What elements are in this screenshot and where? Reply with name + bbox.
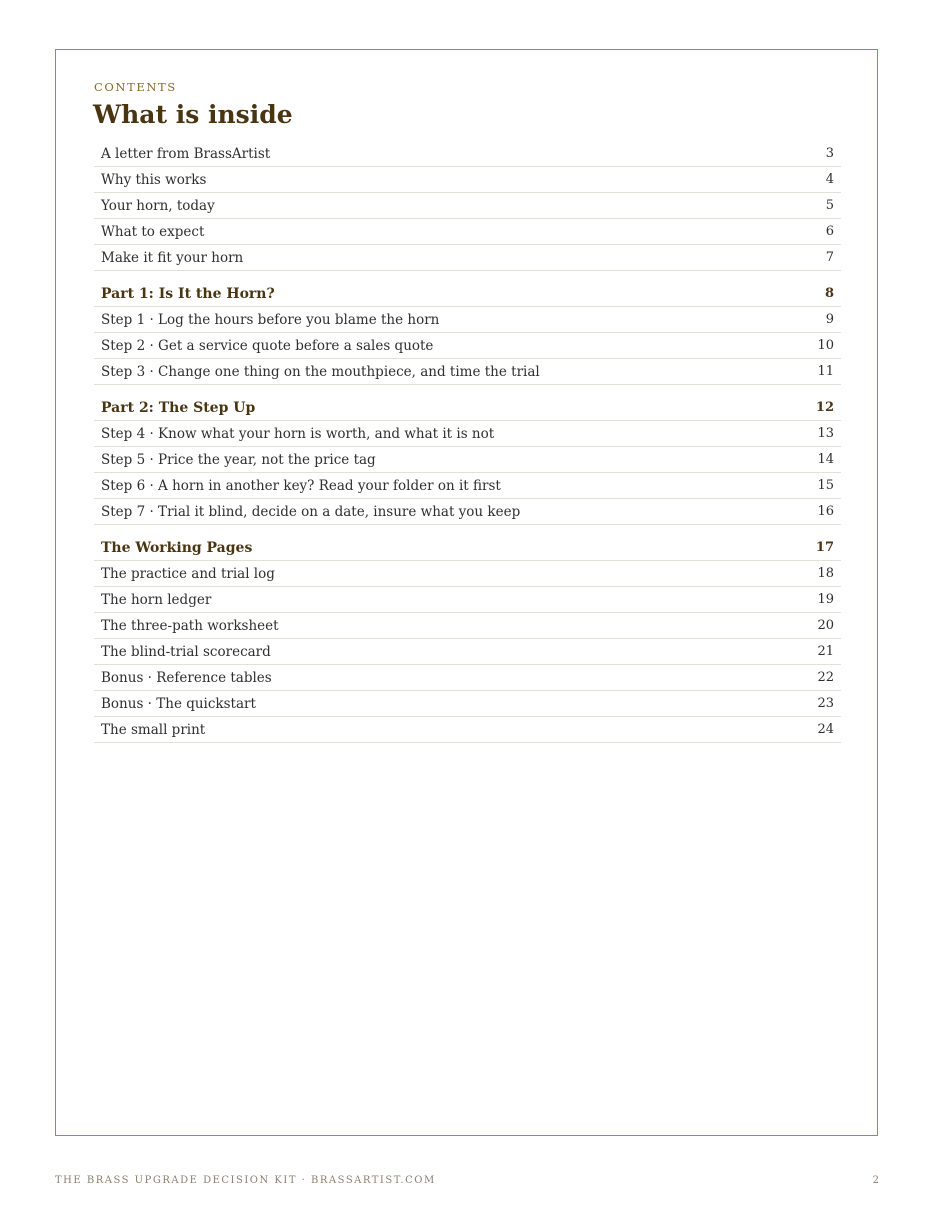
toc-entry-page: 23 <box>817 696 834 711</box>
toc-entry-page: 17 <box>815 540 834 555</box>
toc-entry-page: 9 <box>825 312 834 327</box>
toc-entry-label: Step 2 · Get a service quote before a sales quote <box>101 337 434 354</box>
toc-entry-page: 20 <box>817 618 834 633</box>
toc-entry-label: Why this works <box>101 171 207 188</box>
toc-entry-label: Make it fit your horn <box>101 249 244 266</box>
toc-entry-page: 24 <box>817 722 834 737</box>
footer-title: THE BRASS UPGRADE DECISION KIT · BRASSARTIST.COM <box>55 1175 436 1186</box>
toc-entry[interactable] <box>94 561 841 587</box>
toc-entry-label: The practice and trial log <box>101 565 275 582</box>
toc-entry[interactable] <box>94 691 841 717</box>
toc-entry-label: Step 7 · Trial it blind, decide on a date, insure what you keep <box>101 503 521 520</box>
toc-entry-page: 4 <box>825 172 834 187</box>
toc-entry-label: Step 1 · Log the hours before you blame the horn <box>101 311 440 328</box>
toc-entry-page: 12 <box>815 400 834 415</box>
toc-entry-label: The blind-trial scorecard <box>101 643 271 660</box>
footer-page-number: 2 <box>872 1175 879 1186</box>
toc-entry-page: 10 <box>817 338 834 353</box>
toc-entry-label: Bonus · Reference tables <box>101 669 272 686</box>
toc-entry-label: Step 4 · Know what your horn is worth, and what it is not <box>101 425 495 442</box>
toc-entry-label: What to expect <box>101 223 205 240</box>
toc-entry[interactable] <box>94 717 841 743</box>
contents-eyebrow: CONTENTS <box>94 80 177 94</box>
toc-entry-label: The small print <box>101 721 206 738</box>
toc-entry[interactable] <box>94 167 841 193</box>
toc-entry[interactable] <box>94 587 841 613</box>
toc-entry-page: 3 <box>825 146 834 161</box>
toc-entry-page: 5 <box>825 198 834 213</box>
toc-entry[interactable] <box>94 219 841 245</box>
toc-entry-label: The Working Pages <box>101 539 253 556</box>
toc-entry[interactable] <box>94 333 841 359</box>
toc-entry-page: 7 <box>825 250 834 265</box>
toc-entry[interactable] <box>94 447 841 473</box>
toc-section-heading[interactable] <box>94 281 841 307</box>
toc-entry-label: Part 2: The Step Up <box>101 399 256 416</box>
toc-entry-label: A letter from BrassArtist <box>101 145 271 162</box>
toc-entry-page: 22 <box>817 670 834 685</box>
toc-entry-label: Part 1: Is It the Horn? <box>101 285 275 302</box>
toc-entry[interactable] <box>94 359 841 385</box>
page-frame <box>55 49 878 1136</box>
toc-entry[interactable] <box>94 473 841 499</box>
page-title: What is inside <box>93 100 293 129</box>
toc-entry[interactable] <box>94 613 841 639</box>
toc-entry[interactable] <box>94 499 841 525</box>
toc-entry-page: 16 <box>817 504 834 519</box>
toc-entry-page: 19 <box>817 592 834 607</box>
toc-entry-page: 21 <box>817 644 834 659</box>
toc-entry-page: 14 <box>817 452 834 467</box>
toc-entry-label: Your horn, today <box>101 197 215 214</box>
toc-entry[interactable] <box>94 141 841 167</box>
toc-entry[interactable] <box>94 421 841 447</box>
toc-entry[interactable] <box>94 307 841 333</box>
toc-entry-page: 18 <box>817 566 834 581</box>
toc-entry-label: Step 6 · A horn in another key? Read your folder on it first <box>101 477 501 494</box>
toc-entry-page: 6 <box>825 224 834 239</box>
toc-entry-label: Step 3 · Change one thing on the mouthpiece, and time the trial <box>101 363 540 380</box>
toc-entry-page: 8 <box>824 286 834 301</box>
toc-section-heading[interactable] <box>94 535 841 561</box>
toc-entry[interactable] <box>94 665 841 691</box>
toc-entry-page: 15 <box>817 478 834 493</box>
toc-entry-page: 11 <box>817 364 834 379</box>
toc-entry-label: The horn ledger <box>101 591 212 608</box>
table-of-contents <box>94 141 841 743</box>
toc-entry-label: Step 5 · Price the year, not the price tag <box>101 451 376 468</box>
toc-section-heading[interactable] <box>94 395 841 421</box>
toc-entry[interactable] <box>94 245 841 271</box>
toc-entry-label: Bonus · The quickstart <box>101 695 256 712</box>
toc-entry-page: 13 <box>817 426 834 441</box>
toc-entry-label: The three-path worksheet <box>101 617 279 634</box>
toc-entry[interactable] <box>94 193 841 219</box>
toc-entry[interactable] <box>94 639 841 665</box>
